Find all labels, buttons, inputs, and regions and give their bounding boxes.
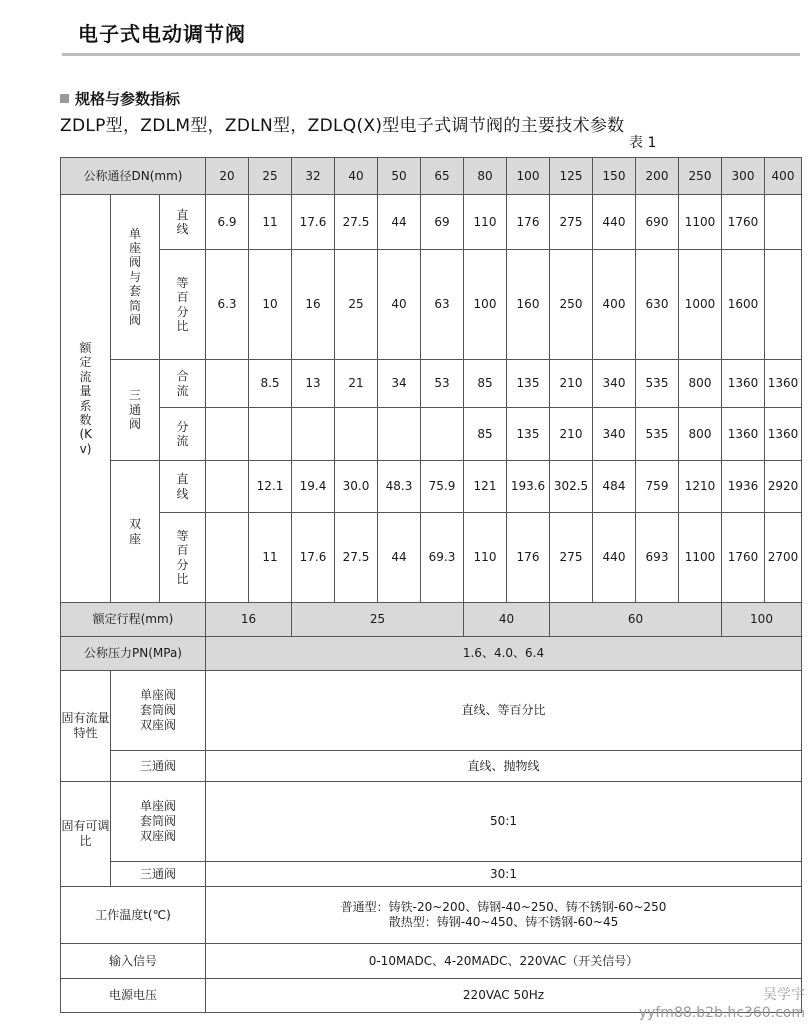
- stroke-value: [549, 602, 721, 636]
- kv-label-text: 额定流量系数(Kv): [79, 340, 93, 456]
- row-double-equal-cell: [506, 512, 549, 602]
- header-dn-label: [60, 157, 205, 194]
- row-single-equal-cell-text: 100: [473, 297, 497, 311]
- row-single-linear-label: [159, 194, 205, 249]
- row-double-linear-cell: [506, 460, 549, 512]
- stroke-value: [721, 602, 801, 636]
- row-single-linear-cell: [377, 194, 420, 249]
- row-double-linear-cell: [334, 460, 377, 512]
- row-double-linear-cell-text: 1936: [727, 479, 759, 493]
- row-double-equal-cell-text: 176: [516, 550, 540, 564]
- watermark-name: 吴学宇: [763, 987, 805, 1003]
- three-way-label: [110, 359, 159, 460]
- range-label: [60, 781, 110, 886]
- header-dn-32-text: 32: [305, 168, 321, 183]
- row-single-equal-cell-text: 250: [559, 297, 583, 311]
- header-dn-125: [549, 157, 592, 194]
- row-double-linear-cell: [635, 460, 678, 512]
- row-three-divert-cell-text: 1360: [767, 426, 799, 441]
- stroke-value-text: 25: [369, 612, 386, 626]
- row-double-equal-cell: [205, 512, 248, 602]
- range-main-text: 50:1: [490, 814, 517, 828]
- pn-value: [205, 636, 801, 670]
- header-dn-40-text: 40: [348, 168, 364, 183]
- row-three-divert-cell: [291, 407, 334, 460]
- row-three-divert-cell-text: 535: [645, 426, 669, 441]
- row-three-merge-cell-text: 1360: [727, 376, 759, 390]
- header-dn-250: [678, 157, 721, 194]
- row-single-equal-cell: [592, 249, 635, 359]
- row-double-equal-cell-text: 11: [262, 550, 278, 564]
- row-double-linear-cell: [205, 460, 248, 512]
- row-single-linear-cell: [678, 194, 721, 249]
- row-double-linear-cell-text: 121: [473, 479, 497, 493]
- header-dn-300: [721, 157, 764, 194]
- row-double-equal-cell: [291, 512, 334, 602]
- flow-char-valve-group: [110, 670, 205, 750]
- header-dn-400: [764, 157, 801, 194]
- flow-char-label: [60, 670, 110, 781]
- range-three-text: 30:1: [490, 866, 517, 881]
- row-single-equal-cell: [377, 249, 420, 359]
- row-single-equal-cell-text: 160: [516, 297, 540, 311]
- page-title: 电子式电动调节阀: [78, 22, 246, 46]
- row-three-merge-cell: [334, 359, 377, 407]
- header-dn-label-text: 公称通径DN(mm): [83, 168, 183, 183]
- row-three-divert-cell-text: 1360: [727, 426, 759, 441]
- row-double-equal-cell: [592, 512, 635, 602]
- row-single-linear-cell-text: 1760: [727, 214, 759, 229]
- row-double-equal-cell: [377, 512, 420, 602]
- row-double-equal-cell: [678, 512, 721, 602]
- row-single-equal-cell-text: 10: [262, 297, 278, 311]
- row-double-linear-cell: [678, 460, 721, 512]
- row-double-linear-cell: [463, 460, 506, 512]
- watermark-url: yyfm88.b2b.hc360.com: [638, 1004, 805, 1021]
- row-single-linear-cell: [205, 194, 248, 249]
- row-single-linear-cell: [549, 194, 592, 249]
- row-three-divert-cell: [334, 407, 377, 460]
- row-single-equal-cell-text: 6.3: [217, 297, 237, 311]
- row-single-equal-cell: [635, 249, 678, 359]
- flow-char-main: [205, 670, 801, 750]
- flow-char-main-text: 直线、等百分比: [461, 703, 546, 717]
- pn-label: [60, 636, 205, 670]
- row-three-merge-cell-text: 340: [602, 376, 626, 390]
- row-three-divert-cell: [678, 407, 721, 460]
- power-label-text: 电源电压: [108, 988, 157, 1002]
- header-dn-80-text: 80: [477, 168, 493, 183]
- row-three-merge-cell-text: 53: [434, 376, 450, 390]
- row-double-linear-label: [159, 460, 205, 512]
- row-three-merge-cell: [764, 359, 801, 407]
- row-three-divert-cell: [248, 407, 291, 460]
- row-single-linear-cell-text: 690: [645, 214, 669, 229]
- row-double-linear-cell-text: 75.9: [428, 479, 456, 493]
- row-single-linear-cell: [334, 194, 377, 249]
- row-single-linear-cell-text: 17.6: [299, 214, 327, 229]
- range-label-text: 固有可调比: [61, 819, 110, 848]
- header-dn-50-text: 50: [391, 168, 407, 183]
- temp-label: [60, 886, 205, 943]
- row-three-divert-cell: [764, 407, 801, 460]
- header-dn-65: [420, 157, 463, 194]
- row-three-merge-cell-text: 135: [516, 376, 540, 390]
- input-value: [205, 943, 801, 978]
- row-three-merge-cell-text: 34: [391, 376, 407, 390]
- header-dn-65-text: 65: [434, 168, 450, 183]
- row-three-merge-cell-text: 800: [688, 376, 712, 390]
- row-three-merge-cell-text: 13: [305, 376, 321, 390]
- row-double-linear-cell: [549, 460, 592, 512]
- row-single-linear-cell-text: 69: [434, 214, 450, 229]
- row-single-linear-cell-text: 44: [391, 214, 407, 229]
- table-right-border: [801, 157, 802, 1013]
- row-three-merge-cell: [549, 359, 592, 407]
- single-seat-label-text: 单座阀与套筒阀: [129, 226, 142, 327]
- header-dn-20: [205, 157, 248, 194]
- table-caption: ZDLP型，ZDLM型，ZDLN型，ZDLQ(X)型电子式调节阀的主要技术参数: [60, 116, 625, 136]
- range-valve-group: [110, 781, 205, 861]
- kv-label: [60, 194, 110, 602]
- row-three-merge-label: [159, 359, 205, 407]
- row-double-linear-cell-text: 2920: [767, 479, 799, 493]
- watermark: [639, 987, 805, 1022]
- row-single-equal-cell-text: 40: [391, 297, 407, 311]
- range-three: [205, 861, 801, 886]
- header-dn-200: [635, 157, 678, 194]
- three-way-label-text: 三通阀: [129, 388, 142, 432]
- row-three-merge-cell: [248, 359, 291, 407]
- row-three-divert-cell-text: 340: [602, 426, 626, 441]
- row-single-equal-label: [159, 249, 205, 359]
- row-three-divert-cell: [420, 407, 463, 460]
- row-double-linear-cell: [291, 460, 334, 512]
- row-double-equal-cell-text: 17.6: [299, 550, 327, 564]
- header-dn-150-text: 150: [602, 168, 626, 183]
- header-dn-400-text: 400: [771, 168, 795, 183]
- row-single-equal-cell-text: 63: [434, 297, 450, 311]
- row-single-equal-cell-text: 1000: [684, 297, 716, 311]
- row-three-merge-cell-text: 210: [559, 376, 583, 390]
- header-dn-20-text: 20: [219, 168, 235, 183]
- row-double-equal-cell: [549, 512, 592, 602]
- input-label-text: 输入信号: [108, 953, 157, 968]
- row-single-equal-cell: [248, 249, 291, 359]
- row-single-linear-cell: [506, 194, 549, 249]
- stroke-value-text: 60: [627, 612, 644, 626]
- row-double-linear-cell-text: 19.4: [299, 479, 327, 493]
- row-single-equal-cell: [291, 249, 334, 359]
- row-double-equal-cell-text: 2700: [767, 550, 799, 564]
- row-double-linear-label-text: 直线: [176, 472, 189, 501]
- row-three-divert-cell: [463, 407, 506, 460]
- row-double-equal-cell-text: 693: [645, 550, 669, 564]
- row-single-equal-cell: [764, 249, 801, 359]
- table-number: 表 1: [629, 135, 657, 151]
- header-dn-40: [334, 157, 377, 194]
- header-dn-80: [463, 157, 506, 194]
- row-single-linear-cell-text: 110: [473, 214, 497, 229]
- row-three-merge-cell: [678, 359, 721, 407]
- row-three-divert-label-text: 分流: [176, 419, 189, 448]
- row-double-linear-cell: [721, 460, 764, 512]
- row-double-equal-cell: [721, 512, 764, 602]
- row-three-merge-cell-text: 535: [645, 376, 669, 390]
- row-single-linear-cell-text: 176: [516, 214, 540, 229]
- row-single-equal-cell: [205, 249, 248, 359]
- row-double-linear-cell-text: 48.3: [385, 479, 413, 493]
- input-value-text: 0-10MADC、4-20MADC、220VAC（开关信号）: [368, 953, 639, 968]
- range-three-label: [110, 861, 205, 886]
- row-three-divert-cell: [506, 407, 549, 460]
- row-three-merge-cell: [377, 359, 420, 407]
- row-double-linear-cell: [764, 460, 801, 512]
- row-single-linear-cell-text: 11: [262, 214, 278, 229]
- row-double-linear-cell: [248, 460, 291, 512]
- range-three-label-text: 三通阀: [139, 866, 176, 881]
- row-double-equal-cell-text: 1760: [727, 550, 759, 564]
- row-single-equal-cell: [678, 249, 721, 359]
- row-double-equal-cell-text: 69.3: [428, 550, 456, 564]
- row-double-equal-cell-text: 440: [602, 550, 626, 564]
- row-three-divert-cell: [205, 407, 248, 460]
- row-double-equal-label: [159, 512, 205, 602]
- header-dn-250-text: 250: [688, 168, 712, 183]
- row-three-merge-label-text: 合流: [176, 369, 189, 398]
- pn-value-text: 1.6、4.0、6.4: [462, 646, 545, 660]
- row-three-merge-cell-text: 21: [348, 376, 364, 390]
- header-dn-300-text: 300: [731, 168, 755, 183]
- flow-char-label-text: 固有流量特性: [61, 711, 110, 740]
- row-three-divert-cell: [635, 407, 678, 460]
- header-dn-50: [377, 157, 420, 194]
- row-double-linear-cell-text: 12.1: [256, 479, 284, 493]
- row-single-equal-cell-text: 16: [305, 297, 321, 311]
- row-three-divert-cell: [377, 407, 420, 460]
- row-single-linear-cell-text: 1100: [684, 214, 716, 229]
- temp-value: [205, 886, 801, 943]
- row-double-equal-cell: [248, 512, 291, 602]
- row-single-linear-cell: [592, 194, 635, 249]
- flow-char-three-text: 直线、抛物线: [467, 758, 540, 773]
- row-single-linear-cell-text: 6.9: [217, 214, 237, 229]
- flow-char-three-label: [110, 750, 205, 781]
- row-double-linear-cell: [592, 460, 635, 512]
- flow-char-three: [205, 750, 801, 781]
- row-double-linear-cell-text: 759: [645, 479, 669, 493]
- row-single-linear-cell: [291, 194, 334, 249]
- header-dn-125-text: 125: [559, 168, 583, 183]
- row-single-equal-cell-text: 25: [348, 297, 364, 311]
- row-three-divert-cell: [721, 407, 764, 460]
- row-single-linear-cell-text: 27.5: [342, 214, 370, 229]
- row-double-linear-cell-text: 30.0: [342, 479, 370, 493]
- row-three-merge-cell: [205, 359, 248, 407]
- row-three-merge-cell: [506, 359, 549, 407]
- range-main: [205, 781, 801, 861]
- row-three-divert-cell: [592, 407, 635, 460]
- row-single-linear-cell: [248, 194, 291, 249]
- stroke-value: [291, 602, 463, 636]
- stroke-value-text: 40: [498, 612, 515, 626]
- row-single-equal-cell: [334, 249, 377, 359]
- row-single-equal-label-text: 等百分比: [176, 275, 189, 333]
- row-single-linear-cell: [420, 194, 463, 249]
- pn-label-text: 公称压力PN(MPa): [84, 646, 182, 660]
- header-dn-25-text: 25: [262, 168, 278, 183]
- flow-char-three-label-text: 三通阀: [139, 758, 176, 773]
- row-double-linear-cell: [420, 460, 463, 512]
- row-double-equal-cell-text: 27.5: [342, 550, 370, 564]
- stroke-value: [205, 602, 291, 636]
- row-double-equal-cell: [764, 512, 801, 602]
- row-single-linear-cell: [635, 194, 678, 249]
- row-three-divert-cell-text: 210: [559, 426, 583, 441]
- row-single-linear-cell-text: 440: [602, 214, 626, 229]
- double-seat-label: [110, 460, 159, 602]
- stroke-label: [60, 602, 205, 636]
- row-double-equal-cell: [334, 512, 377, 602]
- row-double-linear-cell-text: 302.5: [553, 479, 589, 493]
- row-double-equal-cell-text: 44: [391, 550, 407, 564]
- power-value-text: 220VAC 50Hz: [462, 988, 545, 1002]
- power-label: [60, 978, 205, 1012]
- header-dn-100: [506, 157, 549, 194]
- row-three-merge-cell-text: 85: [477, 376, 493, 390]
- row-single-linear-cell: [721, 194, 764, 249]
- temp-value-text: 普通型：铸铁-20~200、铸钢-40~250、铸不锈钢-60~250 散热型：铸钢-40~450、铸不锈钢-60~45: [340, 900, 667, 929]
- section-heading-text: 规格与参数指标: [75, 90, 181, 108]
- header-dn-32: [291, 157, 334, 194]
- row-three-merge-cell: [291, 359, 334, 407]
- row-three-divert-cell-text: 85: [477, 426, 493, 441]
- row-double-equal-cell: [463, 512, 506, 602]
- row-double-linear-cell-text: 193.6: [510, 479, 546, 493]
- input-label: [60, 943, 205, 978]
- row-single-linear-cell: [463, 194, 506, 249]
- row-three-divert-label: [159, 407, 205, 460]
- double-seat-label-text: 双座: [129, 517, 142, 546]
- row-single-linear-cell-text: 275: [559, 214, 583, 229]
- row-three-merge-cell: [721, 359, 764, 407]
- row-double-equal-cell: [635, 512, 678, 602]
- row-three-divert-cell-text: 800: [688, 426, 712, 441]
- row-double-linear-cell: [377, 460, 420, 512]
- header-dn-200-text: 200: [645, 168, 669, 183]
- row-single-equal-cell-text: 400: [602, 297, 626, 311]
- row-double-equal-cell-text: 1100: [684, 550, 716, 564]
- header-dn-25: [248, 157, 291, 194]
- range-valve-group-text: 单座阀 套筒阀 双座阀: [139, 799, 176, 843]
- row-three-merge-cell-text: 1360: [767, 376, 799, 390]
- row-double-linear-cell-text: 1210: [684, 479, 716, 493]
- row-double-equal-label-text: 等百分比: [176, 528, 189, 586]
- row-double-equal-cell-text: 275: [559, 550, 583, 564]
- row-single-equal-cell: [506, 249, 549, 359]
- header-dn-100-text: 100: [516, 168, 540, 183]
- stroke-value-text: 100: [750, 612, 773, 626]
- row-single-equal-cell-text: 630: [645, 297, 669, 311]
- row-single-linear-cell: [764, 194, 801, 249]
- row-three-merge-cell: [592, 359, 635, 407]
- row-single-equal-cell: [549, 249, 592, 359]
- temp-label-text: 工作温度t(℃): [95, 907, 171, 922]
- single-seat-label: [110, 194, 159, 359]
- stroke-label-text: 额定行程(mm): [92, 612, 174, 626]
- row-single-equal-cell: [721, 249, 764, 359]
- row-single-equal-cell: [463, 249, 506, 359]
- row-double-equal-cell-text: 110: [473, 550, 497, 564]
- row-single-linear-label-text: 直线: [176, 207, 189, 236]
- flow-char-valve-group-text: 单座阀 套筒阀 双座阀: [139, 688, 176, 732]
- stroke-value: [463, 602, 549, 636]
- row-double-equal-cell: [420, 512, 463, 602]
- row-three-divert-cell: [549, 407, 592, 460]
- row-double-linear-cell-text: 484: [602, 479, 626, 493]
- header-dn-150: [592, 157, 635, 194]
- row-three-merge-cell: [463, 359, 506, 407]
- row-three-merge-cell: [635, 359, 678, 407]
- stroke-value-text: 16: [240, 612, 257, 626]
- row-single-equal-cell-text: 1600: [727, 297, 759, 311]
- row-three-divert-cell-text: 135: [516, 426, 540, 441]
- row-three-merge-cell: [420, 359, 463, 407]
- row-three-merge-cell-text: 8.5: [260, 376, 280, 390]
- row-single-equal-cell: [420, 249, 463, 359]
